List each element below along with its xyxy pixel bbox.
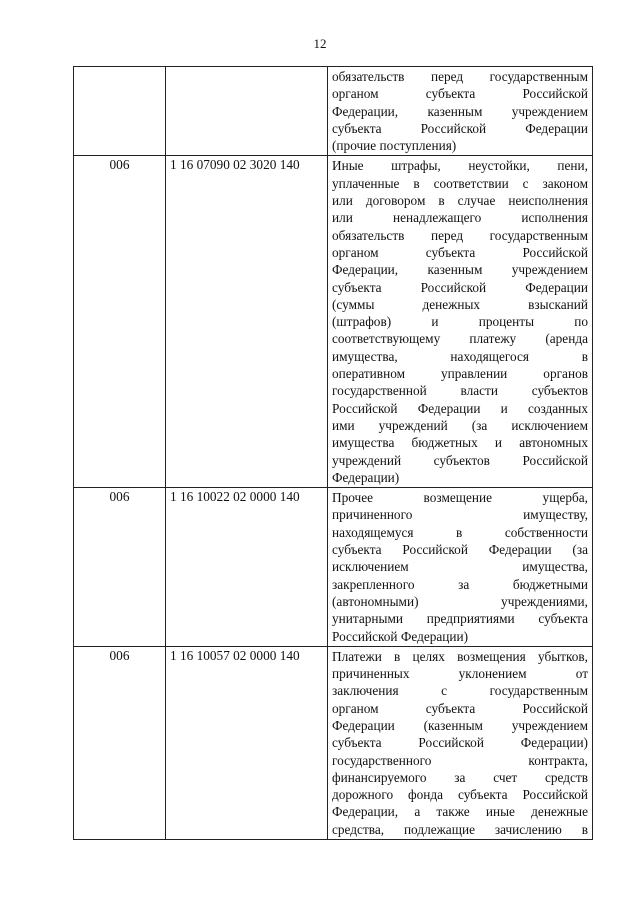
description-line: государственного контракта,	[332, 752, 588, 768]
description-line: органом субъекта Российской	[332, 244, 588, 260]
description-line: (автономными) учреждениями,	[332, 593, 588, 609]
description-line: имущества бюджетных и автономных	[332, 435, 588, 451]
admin-code-cell: 006	[74, 156, 166, 488]
description-line: (суммы денежных взысканий	[332, 296, 588, 312]
description-line: закрепленного за бюджетными	[332, 576, 588, 592]
table-row	[74, 488, 593, 647]
description-line: средства, подлежащие зачислению в	[332, 821, 588, 837]
description-line: унитарными предприятиями субъекта	[332, 611, 588, 627]
description-line: или ненадлежащего исполнения	[332, 210, 588, 226]
description-line: Прочее возмещение ущерба,	[332, 490, 588, 506]
revenue-description-cell	[328, 488, 593, 647]
description-line: исключением имущества,	[332, 559, 588, 575]
description-line: Иные штрафы, неустойки, пени,	[332, 158, 588, 174]
description-line: Российской Федерации)	[332, 628, 469, 644]
description-line: обязательств перед государственным	[332, 69, 588, 84]
budget-classification-code-cell	[166, 67, 328, 156]
description-line: или договором в случае неисполнения	[332, 193, 588, 209]
table-body	[74, 67, 593, 840]
budget-revenue-table	[73, 66, 593, 840]
description-line: Российской Федерации и созданных	[332, 400, 588, 416]
table-row	[74, 156, 593, 488]
description-line: субъекта Российской Федерации)	[332, 735, 588, 751]
description-line: ими учреждений (за исключением	[332, 417, 588, 433]
description-line: финансируемого за счет средств	[332, 769, 588, 785]
description-line: имущества, находящегося в	[332, 348, 588, 364]
description-line: Федерации, казенным учреждением	[332, 262, 588, 278]
admin-code-cell	[74, 67, 166, 156]
description-line: органом субъекта Российской	[332, 700, 588, 716]
table-row	[74, 646, 593, 839]
budget-classification-code-cell: 1 16 10022 02 0000 140	[166, 488, 328, 647]
admin-code-cell: 006	[74, 488, 166, 647]
description-line: субъекта Российской Федерации (за	[332, 542, 588, 558]
description-line: Федерации, казенным учреждением	[332, 103, 588, 119]
admin-code-cell: 006	[74, 646, 166, 839]
description-line: Платежи в целях возмещения убытков,	[332, 648, 588, 664]
revenue-description-cell	[328, 67, 593, 156]
description-line: Федерации)	[332, 469, 400, 485]
description-line: уплаченные в соответствии с законом	[332, 175, 588, 191]
description-line: субъекта Российской Федерации	[332, 279, 588, 295]
description-line: органом субъекта Российской	[332, 86, 588, 102]
description-line: Федерации, а также иные денежные	[332, 804, 588, 820]
description-line: находящемуся в собственности	[332, 524, 588, 540]
description-line: причиненного имуществу,	[332, 507, 588, 523]
budget-classification-code-cell: 1 16 10057 02 0000 140	[166, 646, 328, 839]
description-line: учреждений субъектов Российской	[332, 452, 588, 468]
table-row	[74, 67, 593, 156]
description-line: дорожного фонда субъекта Российской	[332, 787, 588, 803]
description-line: заключения с государственным	[332, 683, 588, 699]
description-line: (прочие поступления)	[332, 138, 457, 154]
description-line: обязательств перед государственным	[332, 227, 588, 243]
description-line: субъекта Российской Федерации	[332, 120, 588, 136]
description-line: оперативном управлении органов	[332, 366, 588, 382]
description-line: (штрафов) и проценты по	[332, 314, 588, 330]
description-line: соответствующему платежу (аренда	[332, 331, 588, 347]
revenue-description-cell	[328, 156, 593, 488]
budget-classification-code-cell: 1 16 07090 02 3020 140	[166, 156, 328, 488]
description-line: причиненных уклонением от	[332, 666, 588, 682]
description-line: государственной власти субъектов	[332, 383, 588, 399]
revenue-description-cell	[328, 646, 593, 839]
description-line: Федерации (казенным учреждением	[332, 717, 588, 733]
page-number: 12	[313, 36, 327, 51]
